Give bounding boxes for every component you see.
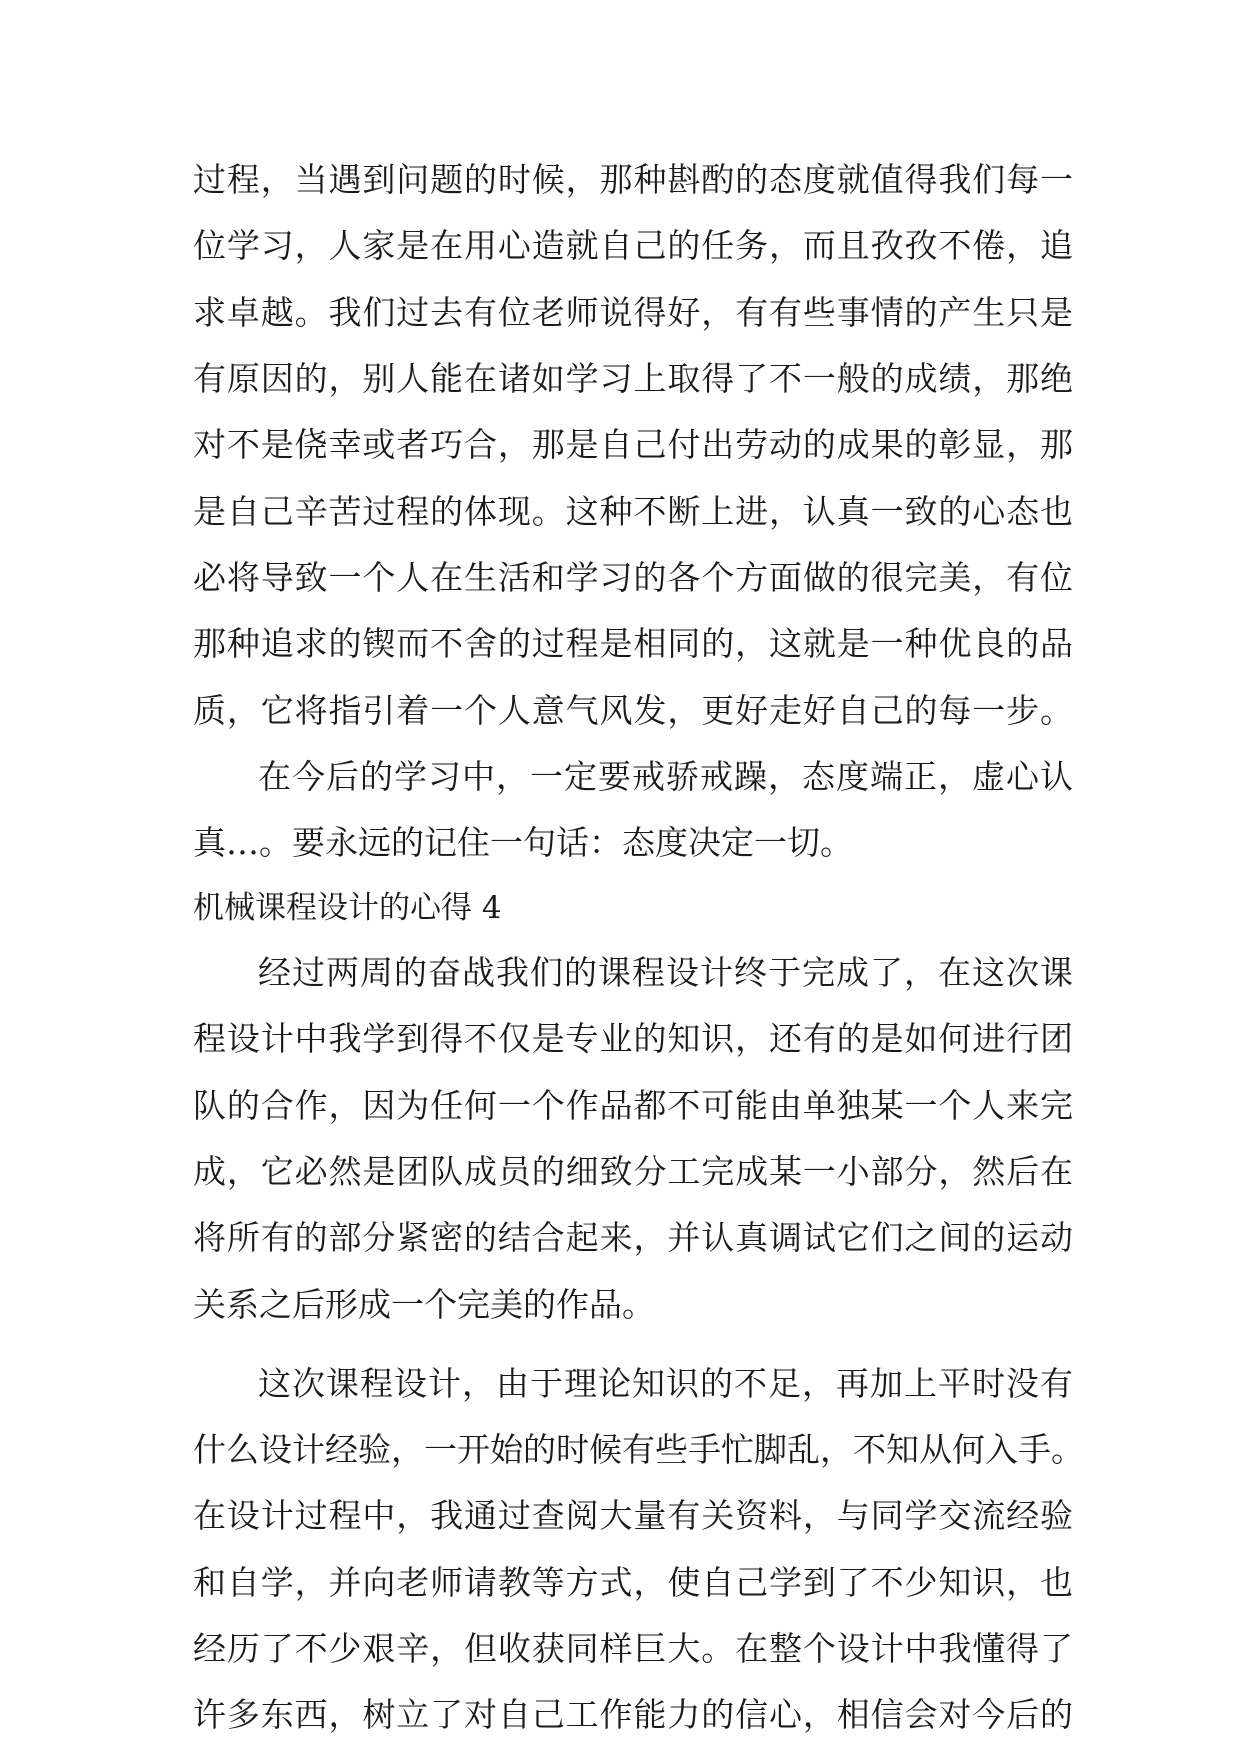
text-line: 在设计过程中，我通过查阅大量有关资料，与同学交流经验 xyxy=(193,1496,1073,1535)
text-line: 和自学，并向老师请教等方式，使自己学到了不少知识，也 xyxy=(193,1563,1073,1602)
text-line: 那种追求的锲而不舍的过程是相同的，这就是一种优良的品 xyxy=(193,624,1073,663)
text-line: 有原因的，别人能在诸如学习上取得了不一般的成绩，那绝 xyxy=(193,359,1073,398)
text-line: 关系之后形成一个完美的作品。 xyxy=(193,1285,655,1324)
text-line: 这次课程设计，由于理论知识的不足，再加上平时没有 xyxy=(258,1364,1073,1403)
text-line: 成，它必然是团队成员的细致分工完成某一小部分，然后在 xyxy=(193,1152,1073,1191)
text-line: 在今后的学习中，一定要戒骄戒躁，态度端正，虚心认 xyxy=(258,757,1073,796)
text-line: 队的合作，因为任何一个作品都不可能由单独某一个人来完 xyxy=(193,1086,1073,1125)
text-line: 位学习，人家是在用心造就自己的任务，而且孜孜不倦，追 xyxy=(193,226,1073,265)
text-line: 程设计中我学到得不仅是专业的知识，还有的是如何进行团 xyxy=(193,1019,1073,1058)
text-line: 求卓越。我们过去有位老师说得好，有有些事情的产生只是 xyxy=(193,293,1073,332)
text-line: 许多东西，树立了对自己工作能力的信心，相信会对今后的 xyxy=(193,1695,1073,1734)
text-line: 真…。要永远的记住一句话：态度决定一切。 xyxy=(193,823,853,862)
text-line: 将所有的部分紧密的结合起来，并认真调试它们之间的运动 xyxy=(193,1218,1073,1257)
text-line: 质，它将指引着一个人意气风发，更好走好自己的每一步。 xyxy=(193,691,1073,730)
section-heading: 机械课程设计的心得 4 xyxy=(193,890,502,926)
text-line: 必将导致一个人在生活和学习的各个方面做的很完美，有位 xyxy=(193,558,1073,597)
text-line: 是自己辛苦过程的体现。这种不断上进，认真一致的心态也 xyxy=(193,492,1073,531)
text-line: 经历了不少艰辛，但收获同样巨大。在整个设计中我懂得了 xyxy=(193,1629,1073,1668)
text-line: 对不是侥幸或者巧合，那是自己付出劳动的成果的彰显，那 xyxy=(193,425,1073,464)
text-line: 什么设计经验，一开始的时候有些手忙脚乱，不知从何入手。 xyxy=(193,1430,1084,1469)
text-line: 过程，当遇到问题的时候，那种斟酌的态度就值得我们每一 xyxy=(193,160,1073,199)
text-line: 经过两周的奋战我们的课程设计终于完成了，在这次课 xyxy=(258,953,1073,992)
